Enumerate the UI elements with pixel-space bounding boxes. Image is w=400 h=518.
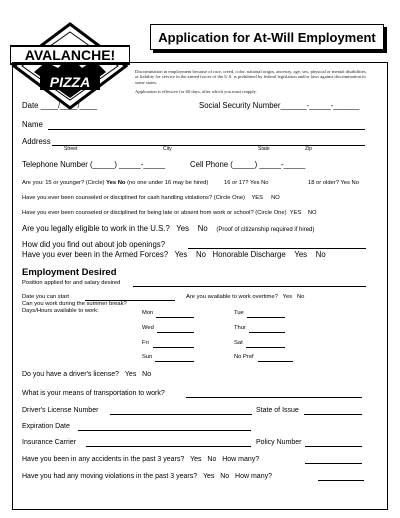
violations-question: Have you had any moving violations in the past 3 years? Yes No How many? xyxy=(22,473,272,480)
cell-phone-field[interactable]: Cell Phone (_____) _____-_____ xyxy=(190,160,306,169)
license-question: Do you have a driver's license? Yes No xyxy=(22,371,152,378)
thur-field[interactable] xyxy=(249,332,285,333)
accidents-yes[interactable]: Yes xyxy=(190,456,202,463)
date-field[interactable]: ____/____/____ xyxy=(40,101,98,110)
accidents-no[interactable]: No xyxy=(207,456,217,463)
expiration-field[interactable] xyxy=(78,430,251,431)
name-field[interactable] xyxy=(48,129,365,130)
armed-yes[interactable]: Yes xyxy=(174,250,188,259)
ssn-field[interactable]: ______-_____-______ xyxy=(280,101,360,110)
discharge-no[interactable]: No xyxy=(315,250,326,259)
transportation-question: What is your means of transportation to work? xyxy=(22,390,165,397)
overtime-no[interactable]: No xyxy=(296,294,305,300)
dl-number-label: Driver's License Number xyxy=(22,407,99,414)
legal-yes[interactable]: Yes xyxy=(176,224,190,233)
date-label: Date ____/____/____ xyxy=(22,101,98,110)
violations-count-field[interactable] xyxy=(318,480,364,481)
cash-handling-question: Have you ever been counseled or disciplined for cash handling violations? (Circle One) YES NO xyxy=(22,195,280,201)
day-sun: Sun xyxy=(142,354,153,360)
start-date-label: Date you can start xyxy=(22,294,70,300)
insurance-field[interactable] xyxy=(86,446,251,447)
title-box xyxy=(150,24,384,50)
armed-forces-question: Have you ever been in the Armed Forces? Yes No Honorable Discharge Yes No xyxy=(22,250,326,259)
day-tue: Tue xyxy=(234,310,244,316)
policy-number-field[interactable] xyxy=(305,446,362,447)
address-field[interactable] xyxy=(52,145,365,146)
name-label: Name xyxy=(22,120,43,129)
age-15-no[interactable]: No xyxy=(117,180,126,186)
day-no-pref: No Pref xyxy=(234,354,254,360)
wed-field[interactable] xyxy=(157,332,194,333)
age-16-17: 16 or 17? Yes No xyxy=(224,180,269,186)
cash-no[interactable]: NO xyxy=(271,195,280,201)
ssn-label: Social Security Number______-_____-______ xyxy=(199,101,360,110)
logo-text-top: AVALANCHE! xyxy=(24,47,116,63)
tue-field[interactable] xyxy=(247,317,285,318)
day-fri: Fri xyxy=(142,340,149,346)
transportation-field[interactable] xyxy=(186,397,362,398)
no-pref-field[interactable] xyxy=(258,361,293,362)
age-15-yes[interactable]: Yes xyxy=(106,180,117,186)
late-no[interactable]: NO xyxy=(307,210,317,216)
mon-field[interactable] xyxy=(156,317,194,318)
validity-notice: Application is effective for 60 days, after which you must reapply. xyxy=(135,89,257,94)
overtime-question: Are you available to work overtime? Yes No xyxy=(186,294,305,300)
day-thur: Thur xyxy=(234,325,246,331)
late-yes[interactable]: YES xyxy=(289,210,302,216)
license-no[interactable]: No xyxy=(142,371,152,378)
fri-field[interactable] xyxy=(153,347,194,348)
legal-question: Are you legally eligible to work in the U.S.? Yes No (Proof of citizenship required if hired) xyxy=(22,224,315,233)
age-18-no[interactable]: No xyxy=(351,180,359,186)
employment-heading: Employment Desired xyxy=(22,267,117,278)
dl-number-field[interactable] xyxy=(110,414,252,415)
cash-yes[interactable]: YES xyxy=(251,195,264,201)
sun-field[interactable] xyxy=(155,361,194,362)
citizenship-note: (Proof of citizenship required if hired) xyxy=(216,227,315,233)
day-sat: Sat xyxy=(234,340,243,346)
logo-text-bottom: PIZZA xyxy=(49,74,91,90)
armed-no[interactable]: No xyxy=(195,250,206,259)
telephone-field[interactable]: Telephone Number (_____) _____-_____ xyxy=(22,160,166,169)
address-label: Address xyxy=(22,137,51,146)
insurance-label: Insurance Carrier xyxy=(22,439,77,446)
day-wed: Wed xyxy=(142,325,154,331)
policy-number-label: Policy Number xyxy=(256,439,302,446)
sat-field[interactable] xyxy=(246,347,285,348)
discharge-yes[interactable]: Yes xyxy=(294,250,308,259)
age-18-yes[interactable]: Yes xyxy=(340,180,350,186)
late-absent-question: Have you ever been counseled or disciplined for being late or absent from work or school? (Circle One) YES NO xyxy=(22,210,317,216)
job-openings-question: How did you find out about job openings? xyxy=(22,240,166,249)
age-16-no[interactable]: No xyxy=(261,180,269,186)
license-yes[interactable]: Yes xyxy=(124,371,137,378)
city-caption: City xyxy=(163,146,172,152)
overtime-yes[interactable]: Yes xyxy=(282,294,293,300)
street-caption: Street xyxy=(64,146,78,152)
age-question: Are you: 15 or younger? (Circle) Yes No (no one under 16 may be hired) xyxy=(22,180,209,186)
state-of-issue-field[interactable] xyxy=(304,414,362,415)
accidents-count-field[interactable] xyxy=(305,463,362,464)
days-hours-label: Days/Hours available to work: xyxy=(22,308,99,314)
position-field[interactable] xyxy=(133,286,366,287)
zip-caption: Zip xyxy=(305,146,312,152)
age-18-plus: 18 or older? Yes No xyxy=(308,180,359,186)
legal-no[interactable]: No xyxy=(197,224,208,233)
expiration-label: Expiration Date xyxy=(22,423,70,430)
age-16-yes[interactable]: Yes xyxy=(250,180,260,186)
day-mon: Mon xyxy=(142,310,154,316)
state-caption: State xyxy=(258,146,270,152)
violations-yes[interactable]: Yes xyxy=(202,473,215,480)
violations-no[interactable]: No xyxy=(220,473,230,480)
state-of-issue-label: State of Issue xyxy=(256,407,299,414)
summer-question: Can you work during the summer break? xyxy=(22,301,127,307)
job-openings-field[interactable] xyxy=(188,248,366,249)
position-label: Position applied for and salary desired xyxy=(22,280,121,286)
page-title: Application for At-Will Employment xyxy=(158,29,376,45)
discrimination-notice: Discrimination in employment because of race, creed, color, national origin, ancestry, age, sex, physical or mental disabilities, or liability for service in the armed forces of the U.S. is prohibited by federal legislation and/or laws against discrimination in some states. xyxy=(135,69,367,85)
accidents-question: Have you been in any accidents in the past 3 years? Yes No How many? xyxy=(22,456,260,463)
